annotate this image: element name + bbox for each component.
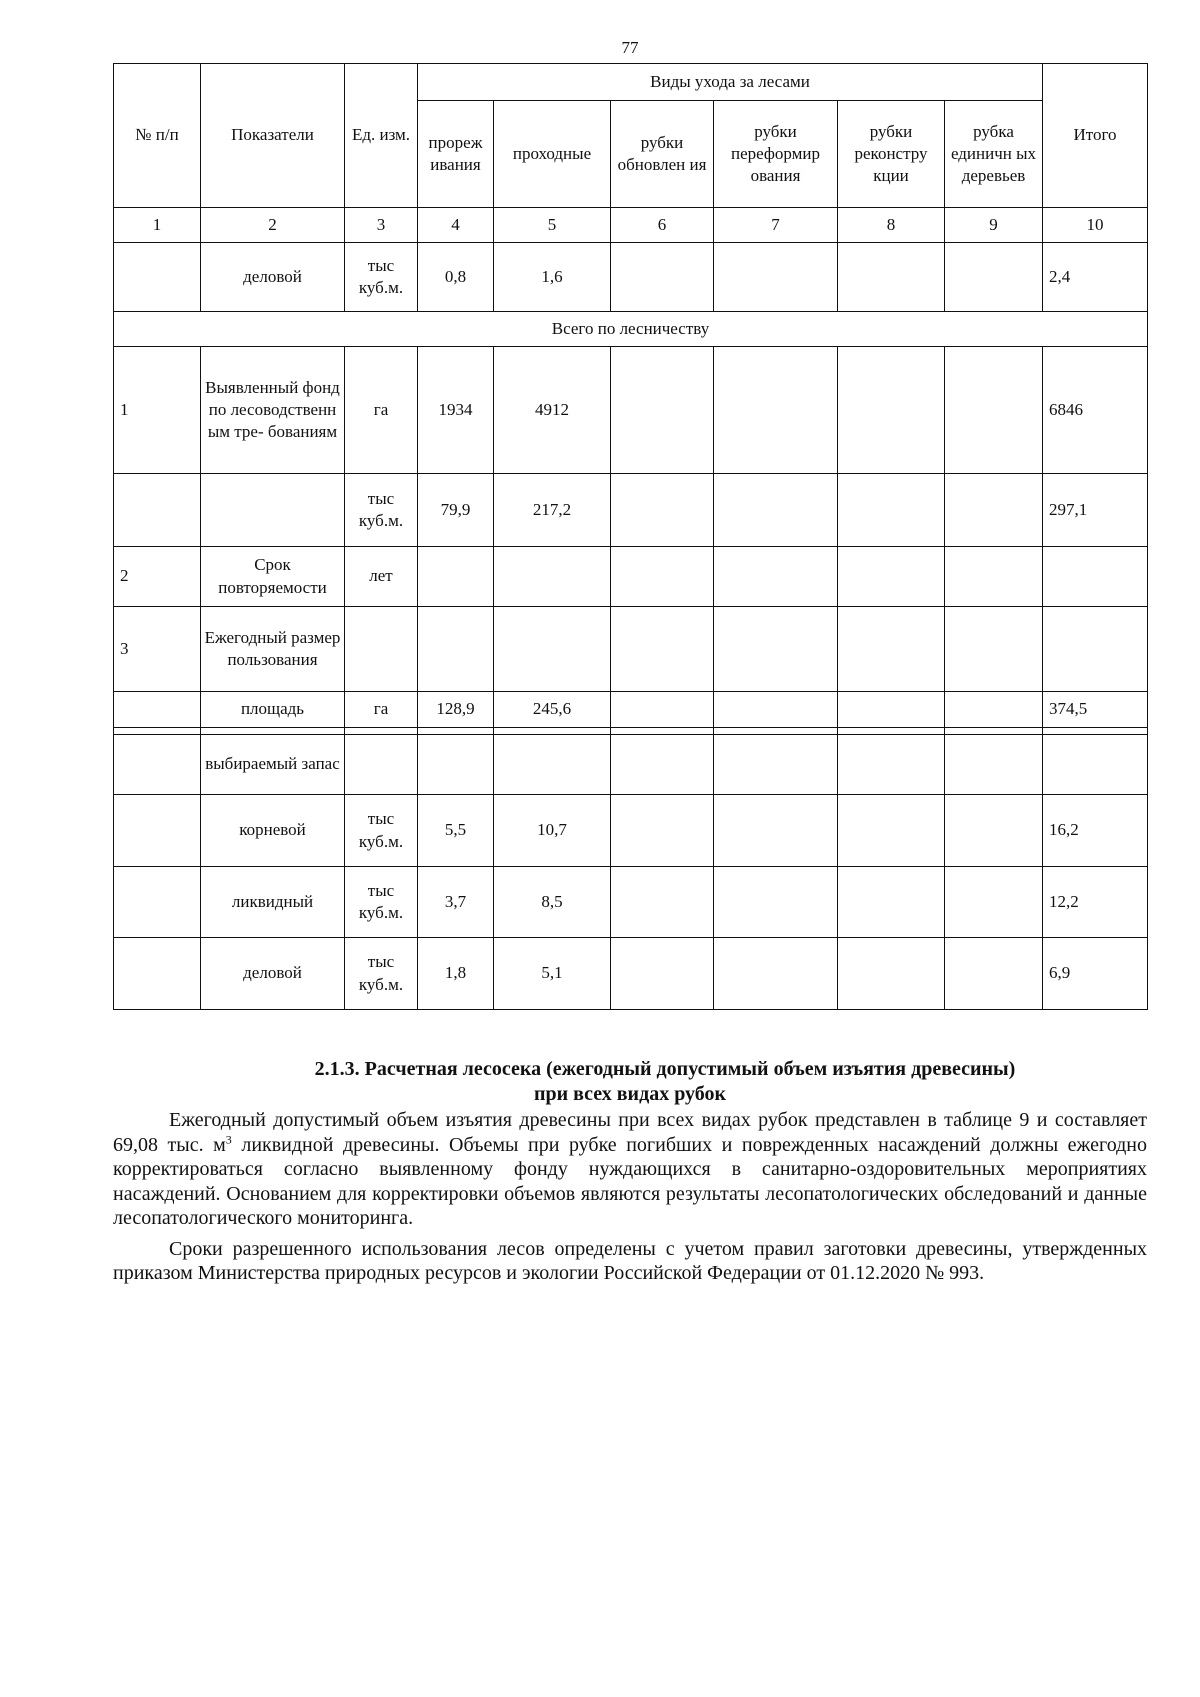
col-number: 4 <box>418 208 494 243</box>
forest-care-table <box>113 63 1148 1010</box>
table-row <box>114 347 1148 474</box>
value-cell: 1934 <box>418 347 494 474</box>
row-label: Срок повторяемости <box>201 547 345 607</box>
header-single-trees: рубка единичн ых деревьев <box>945 101 1043 208</box>
col-number: 6 <box>611 208 714 243</box>
value-cell: 79,9 <box>418 474 494 547</box>
value-cell: 245,6 <box>494 692 611 728</box>
header-care-types: Виды ухода за лесами <box>418 64 1043 101</box>
col-number: 9 <box>945 208 1043 243</box>
col-number: 5 <box>494 208 611 243</box>
col-number: 3 <box>345 208 418 243</box>
value-cell: 128,9 <box>418 692 494 728</box>
header-renewal: рубки обновлен ия <box>611 101 714 208</box>
paragraph-2: Сроки разрешенного использования лесов определены с учетом правил заготовки древесины, утвержденных приказом Министерства природных ресурсов и экологии Российской Федерации от 01.12.2020 № 993. <box>113 1237 1147 1284</box>
row-label: деловой <box>201 938 345 1010</box>
unit-cell: тыс куб.м. <box>345 474 418 547</box>
row-label: выбираемый запас <box>201 735 345 795</box>
total-cell: 374,5 <box>1043 692 1148 728</box>
page-number: 77 <box>621 38 639 57</box>
value-cell: 5,1 <box>494 938 611 1010</box>
header-reconstruction: рубки реконстру кции <box>838 101 945 208</box>
value-cell: 0,8 <box>418 243 494 312</box>
row-label: деловой <box>201 243 345 312</box>
table-separator <box>114 728 1148 735</box>
value-cell: 10,7 <box>494 795 611 867</box>
section-title: Всего по лесничеству <box>114 312 1148 347</box>
unit-cell: га <box>345 692 418 728</box>
total-cell: 16,2 <box>1043 795 1148 867</box>
col-number: 1 <box>114 208 201 243</box>
row-label: площадь <box>201 692 345 728</box>
total-cell: 6,9 <box>1043 938 1148 1010</box>
col-number: 7 <box>714 208 838 243</box>
heading-line-2: при всех видах рубок <box>533 1083 727 1105</box>
table-row <box>114 692 1148 728</box>
value-cell: 4912 <box>494 347 611 474</box>
row-label: Ежегодный размер пользования <box>201 607 345 692</box>
header-passage: проходные <box>494 101 611 208</box>
table-row <box>114 243 1148 312</box>
header-total: Итого <box>1043 64 1148 208</box>
unit-cell: тыс куб.м. <box>345 243 418 312</box>
value-cell: 217,2 <box>494 474 611 547</box>
heading-line-1: 2.1.3. Расчетная лесосека (ежегодный допустимый объем изъятия древесины) <box>314 1058 1016 1080</box>
paragraph-1: Ежегодный допустимый объем изъятия древесины при всех видах рубок представлен в таблице 9 и составляет 69,08 тыс. $м^3$ ликвидной древесины. Объемы при рубке погибших и поврежденных насаждений должны ежегодно корректироваться согласно выявленному фонду нуждающихся в санитарно-оздоровительных мероприятиях насаждений. Основанием для корректировки объемов являются результаты лесопатологических обследований и данные лесопатологического мониторинга. <box>113 1109 1147 1229</box>
value-cell: 1,6 <box>494 243 611 312</box>
col-number: 8 <box>838 208 945 243</box>
row-number: 2 <box>114 547 201 607</box>
header-unit: Ед. изм. <box>345 64 418 208</box>
column-number-row <box>114 208 1148 243</box>
table-row <box>114 867 1148 938</box>
value-cell: 1,8 <box>418 938 494 1010</box>
header-num: № п/п <box>114 64 201 208</box>
table-row <box>114 938 1148 1010</box>
row-number: 3 <box>114 607 201 692</box>
total-cell: 297,1 <box>1043 474 1148 547</box>
row-label: Выявленный фонд по лесоводственн ым тре- бованиям <box>201 347 345 474</box>
body-text <box>113 1108 1147 1292</box>
unit-cell: га <box>345 347 418 474</box>
header-indicators: Показатели <box>201 64 345 208</box>
total-cell: 6846 <box>1043 347 1148 474</box>
table-row <box>114 735 1148 795</box>
unit-cell: тыс куб.м. <box>345 938 418 1010</box>
total-cell: 12,2 <box>1043 867 1148 938</box>
table-row <box>114 795 1148 867</box>
row-label: корневой <box>201 795 345 867</box>
total-cell: 2,4 <box>1043 243 1148 312</box>
unit-cell: тыс куб.м. <box>345 867 418 938</box>
row-label: ликвидный <box>201 867 345 938</box>
unit-cell: тыс куб.м. <box>345 795 418 867</box>
header-thinning: прореж ивания <box>418 101 494 208</box>
row-number: 1 <box>114 347 201 474</box>
col-number: 2 <box>201 208 345 243</box>
value-cell: 5,5 <box>418 795 494 867</box>
table-row <box>114 547 1148 607</box>
value-cell: 3,7 <box>418 867 494 938</box>
header-reformation: рубки переформир ования <box>714 101 838 208</box>
table-row <box>114 474 1148 547</box>
value-cell: 8,5 <box>494 867 611 938</box>
unit-cell: лет <box>345 547 418 607</box>
col-number: 10 <box>1043 208 1148 243</box>
table-row <box>114 607 1148 692</box>
section-heading <box>113 1057 1147 1107</box>
